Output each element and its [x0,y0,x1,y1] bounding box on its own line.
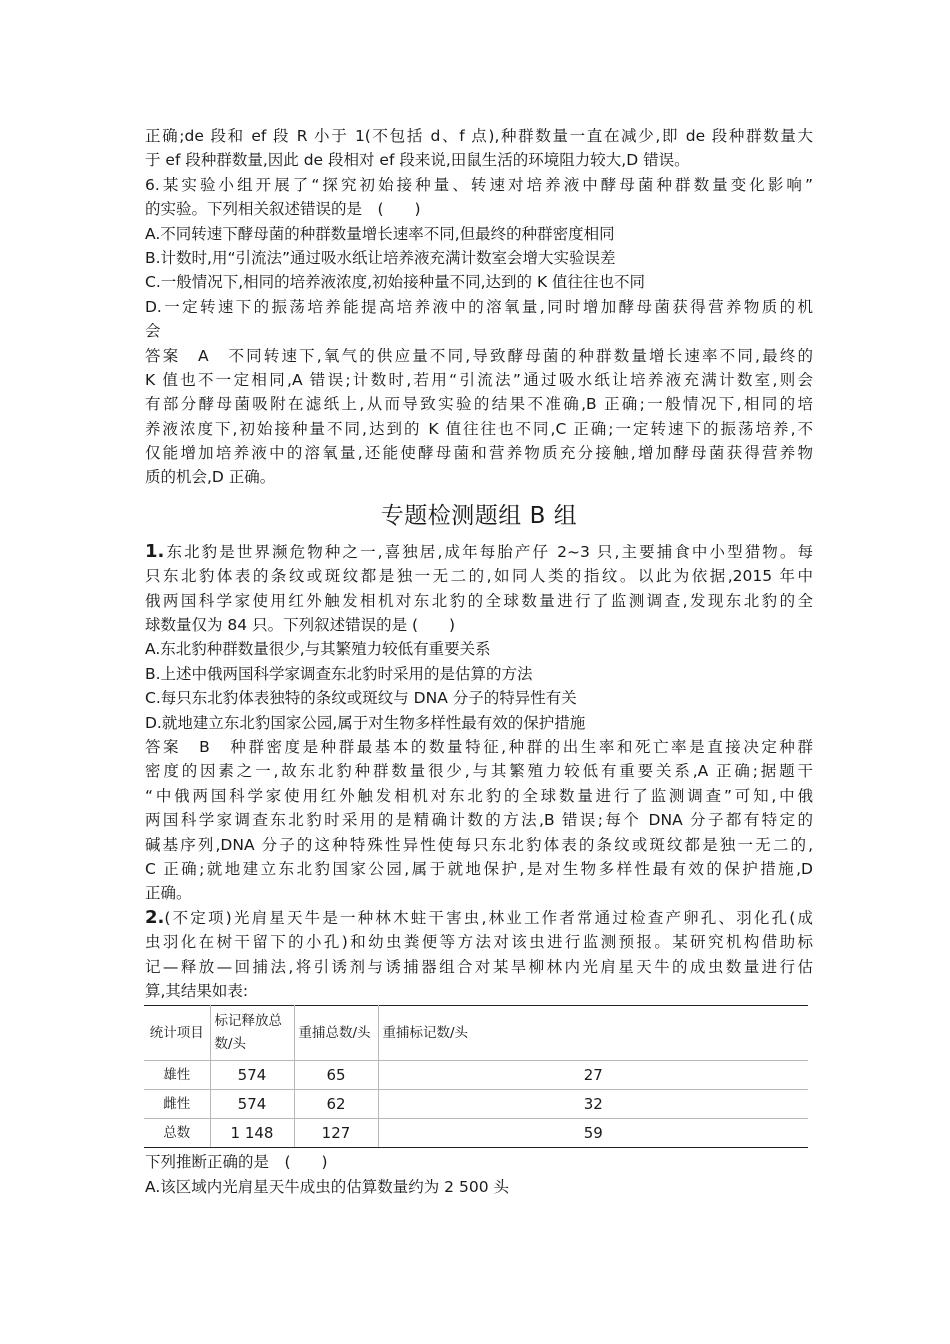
table-cell: 574 [210,1090,294,1119]
answer-line: 正确。 [145,884,192,903]
option-d: D.一定转速下的振荡培养能提高培养液中的溶氧量,同时增加酵母菌获得营养物质的机 [145,297,813,316]
question-stem: 6.某实验小组开展了“探究初始接种量、转速对培养液中酵母菌种群数量变化影响” [145,175,813,194]
table-cell: 32 [378,1090,808,1119]
table-cell: 574 [210,1061,294,1090]
option-a: A.东北豹种群数量很少,与其繁殖力较低有重要关系 [145,640,491,659]
option-b: B.计数时,用“引流法”通过吸水纸让培养液充满计数室会增大实验误差 [145,248,616,267]
section-title: 专题检测题组 B 组 [380,502,578,529]
answer-line: 质的机会,D 正确。 [145,468,276,487]
answer-6 [145,344,813,490]
question-number: 2. [145,906,165,928]
question-stem [145,540,813,564]
answer-line: C 正确;就地建立东北豹国家公园,属于就地保护,是对生物多样性最有效的保护措施,D [145,859,813,878]
option-d-cont: 会 [145,322,161,341]
table-cell: 27 [378,1061,808,1090]
data-table [144,1005,808,1148]
answer-line: 两国科学家调查东北豹时采用的是精确计数的方法,B 错误;每个 DNA 分子都有特定的 [145,811,813,830]
table-cell: 1 148 [210,1119,294,1148]
table-cell: 59 [378,1119,808,1148]
question-stem: 的实验。下列相关叙述错误的是 ( ) [145,200,421,219]
question-stem: 俄两国科学家使用红外触发相机对东北豹的全球数量进行了监测调查,发现东北豹的全 [145,591,813,610]
question-prompt: 下列推断正确的是 ( ) [145,1153,328,1172]
question-stem [145,906,813,930]
question-text: 东北豹是世界濒危物种之一,喜独居,成年每胎产仔 2~3 只,主要捕食中小型猎物。每 [164,542,813,561]
table-row [144,1119,808,1148]
text-line: 于 ef 段种群数量,因此 de 段相对 ef 段来说,田鼠生活的环境阻力较大,D 错误。 [145,151,690,170]
answer-line: 答案 A 不同转速下,氧气的供应量不同,导致酵母菌的种群数量增长速率不同,最终的 [145,346,813,365]
option-c: C.每只东北豹体表独特的条纹或斑纹与 DNA 分子的特异性有关 [145,689,577,708]
answer-1 [145,735,813,906]
question-number: 1. [145,540,165,562]
table-header: 重捕总数/头 [294,1006,378,1061]
question-text: (不定项)光肩星天牛是一种林木蛀干害虫,林业工作者常通过检查产卵孔、羽化孔(成 [164,908,813,927]
answer-line: “中俄两国科学家使用红外触发相机对东北豹的全球数量进行了监测调查”可知,中俄 [145,786,813,805]
table-header: 重捕标记数/头 [378,1006,808,1061]
answer-line: 碱基序列,DNA 分子的这种特殊性异性使每只东北豹体表的条纹或斑纹都是独一无二的, [145,835,813,854]
table-cell: 127 [294,1119,378,1148]
table-row [144,1090,808,1119]
option-a: A.该区域内光肩星天牛成虫的估算数量约为 2 500 头 [145,1177,509,1196]
question-stem: 只东北豹体表的条纹或斑纹都是独一无二的,如同人类的指纹。以此为依据,2015 年中 [145,567,813,586]
table-cell: 总数 [144,1119,210,1148]
answer-line: 有部分酵母菌吸附在滤纸上,从而导致实验的结果不准确,B 正确;一般情况下,相同的培 [145,395,813,414]
question-stem: 记—释放—回捕法,将引诱剂与诱捕器组合对某旱柳林内光肩星天牛的成虫数量进行估 [145,957,813,976]
question-1 [145,540,813,906]
question-2 [145,906,813,1199]
question-stem: 算,其结果如表: [145,981,249,1000]
answer-line: 答案 B 种群密度是种群最基本的数量特征,种群的出生率和死亡率是直接决定种群 [145,737,813,756]
table-row [144,1061,808,1090]
table-cell: 雄性 [144,1061,210,1090]
answer-line: 养液浓度下,初始接种量不同,达到的 K 值往往也不同,C 正确;一定转速下的振荡培养,不 [145,419,813,438]
answer-line: K 值也不一定相同,A 错误;计数时,若用“引流法”通过吸水纸让培养液充满计数室,则会 [145,370,813,389]
table-header: 标记释放总数/头 [210,1006,294,1061]
question-6 [145,173,813,490]
option-b: B.上述中俄两国科学家调查东北豹时采用的是估算的方法 [145,664,533,683]
table-cell: 62 [294,1090,378,1119]
option-c: C.一般情况下,相同的培养液浓度,初始接种量不同,达到的 K 值往往也不同 [145,273,646,292]
table-header: 统计项目 [144,1006,210,1061]
question-stem: 虫羽化在树干留下的小孔)和幼虫粪便等方法对该虫进行监测预报。某研究机构借助标 [145,933,813,952]
text-line: 正确;de 段和 ef 段 R 小于 1(不包括 d、f 点),种群数量一直在减少,即 de 段种群数量大 [145,127,813,145]
option-a: A.不同转速下酵母菌的种群数量增长速率不同,但最终的种群密度相同 [145,224,615,243]
table-cell: 65 [294,1061,378,1090]
answer-line: 密度的因素之一,故东北豹种群数量很少,与其繁殖力较低有重要关系,A 正确;据题干 [145,762,813,781]
question-stem: 球数量仅为 84 只。下列叙述错误的是 ( ) [145,616,456,635]
option-d: D.就地建立东北豹国家公园,属于对生物多样性最有效的保护措施 [145,713,586,732]
table-header-row [144,1006,808,1061]
table-cell: 雌性 [144,1090,210,1119]
answer-line: 仅能增加培养液中的溶氧量,还能使酵母菌和营养物质充分接触,增加酵母菌获得营养物 [145,444,813,463]
page-content [145,124,813,1199]
prev-answer-continuation [145,124,813,173]
